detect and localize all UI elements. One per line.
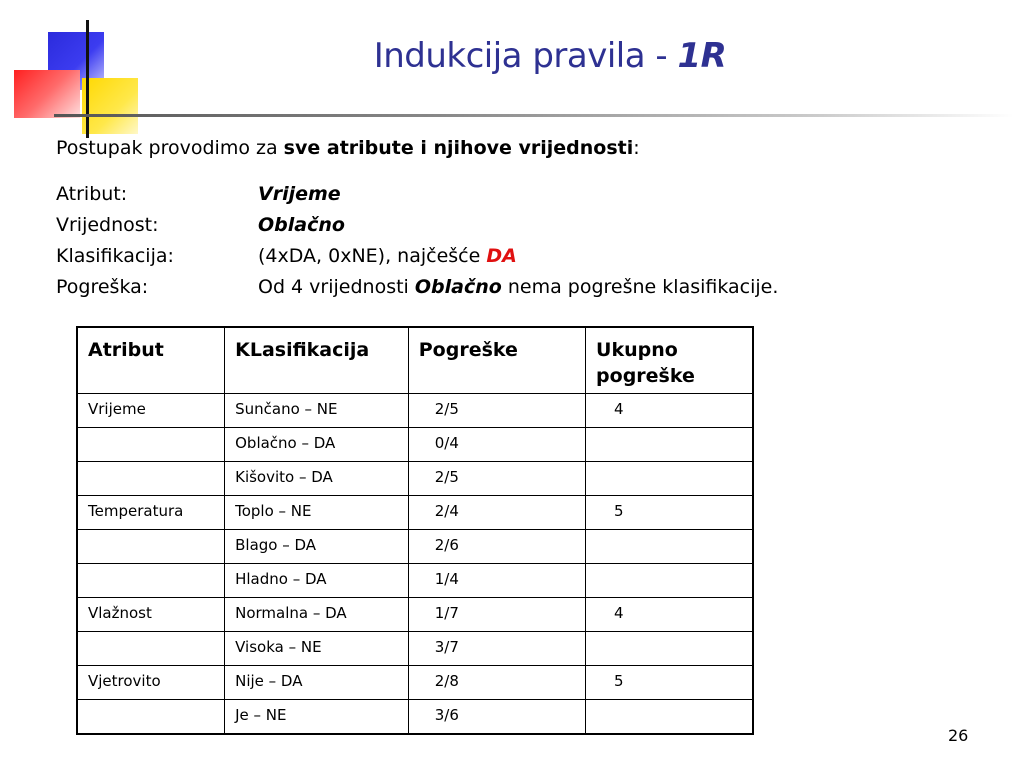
cell-klasifikacija: Hladno – DA [225, 564, 409, 598]
header-klasifikacija: KLasifikacija [225, 327, 409, 394]
table-row [77, 496, 753, 530]
cell-pogreske: 2/6 [408, 530, 585, 564]
header-atribut: Atribut [77, 327, 225, 394]
table-row [77, 666, 753, 700]
table-row [77, 700, 753, 734]
cell-klasifikacija: Blago – DA [225, 530, 409, 564]
pogreska-label: Pogreška: [56, 276, 149, 298]
slide-title [300, 36, 800, 76]
intro-before: Postupak provodimo za [56, 137, 284, 159]
cell-atribut [77, 428, 225, 462]
decor-red-square [14, 70, 80, 118]
cell-klasifikacija: Normalna – DA [225, 598, 409, 632]
cell-klasifikacija: Je – NE [225, 700, 409, 734]
pogreska-value [258, 276, 778, 298]
cell-ukupno: 5 [586, 496, 753, 530]
cell-klasifikacija: Nije – DA [225, 666, 409, 700]
header-ukupno: Ukupno pogreške [586, 327, 753, 394]
page-number: 26 [948, 726, 969, 745]
pogreska-after: nema pogrešne klasifikacije. [501, 276, 779, 298]
cell-ukupno: 4 [586, 394, 753, 428]
cell-klasifikacija: Visoka – NE [225, 632, 409, 666]
intro-bold: sve atribute i njihove vrijednosti [283, 137, 634, 159]
klasifikacija-accent: DA [486, 245, 517, 267]
cell-ukupno [586, 530, 753, 564]
cell-pogreske: 3/6 [408, 700, 585, 734]
cell-pogreske: 1/7 [408, 598, 585, 632]
cell-atribut [77, 530, 225, 564]
cell-klasifikacija: Kišovito – DA [225, 462, 409, 496]
cell-atribut [77, 462, 225, 496]
cell-atribut: Vrijeme [77, 394, 225, 428]
table-row [77, 598, 753, 632]
cell-ukupno [586, 564, 753, 598]
cell-pogreske: 2/5 [408, 394, 585, 428]
table-row [77, 394, 753, 428]
cell-ukupno: 5 [586, 666, 753, 700]
cell-pogreske: 2/8 [408, 666, 585, 700]
cell-atribut: Vjetrovito [77, 666, 225, 700]
cell-atribut: Vlažnost [77, 598, 225, 632]
cell-ukupno [586, 462, 753, 496]
atribut-label: Atribut: [56, 183, 128, 205]
cell-pogreske: 2/5 [408, 462, 585, 496]
cell-ukupno: 4 [586, 598, 753, 632]
cell-pogreske: 0/4 [408, 428, 585, 462]
decor-vertical-line [86, 20, 89, 138]
cell-pogreske: 1/4 [408, 564, 585, 598]
decor-yellow-square [82, 78, 138, 134]
intro-text [56, 137, 640, 159]
slide-title-accent: 1R [677, 36, 727, 76]
table-row [77, 428, 753, 462]
cell-atribut: Temperatura [77, 496, 225, 530]
vrijednost-value: Oblačno [258, 214, 345, 236]
intro-after: : [633, 137, 640, 159]
cell-pogreske: 3/7 [408, 632, 585, 666]
cell-ukupno [586, 700, 753, 734]
table-row [77, 632, 753, 666]
klasifikacija-label: Klasifikacija: [56, 245, 174, 267]
vrijednost-label: Vrijednost: [56, 214, 159, 236]
slide-title-main: Indukcija pravila - [373, 36, 678, 76]
cell-atribut [77, 700, 225, 734]
cell-klasifikacija: Toplo – NE [225, 496, 409, 530]
rules-table [76, 326, 754, 735]
header-pogreske: Pogreške [408, 327, 585, 394]
table-row [77, 564, 753, 598]
cell-klasifikacija: Sunčano – NE [225, 394, 409, 428]
title-divider-line [54, 114, 1014, 117]
cell-ukupno [586, 632, 753, 666]
table-row [77, 462, 753, 496]
cell-klasifikacija: Oblačno – DA [225, 428, 409, 462]
atribut-value: Vrijeme [258, 183, 341, 205]
table-header-row [77, 327, 753, 394]
klasifikacija-text: (4xDA, 0xNE), najčešće [258, 245, 487, 267]
cell-atribut [77, 564, 225, 598]
klasifikacija-value [258, 245, 517, 267]
cell-atribut [77, 632, 225, 666]
pogreska-bold: Oblačno [414, 276, 502, 298]
pogreska-before: Od 4 vrijednosti [258, 276, 415, 298]
cell-ukupno [586, 428, 753, 462]
table-row [77, 530, 753, 564]
cell-pogreske: 2/4 [408, 496, 585, 530]
